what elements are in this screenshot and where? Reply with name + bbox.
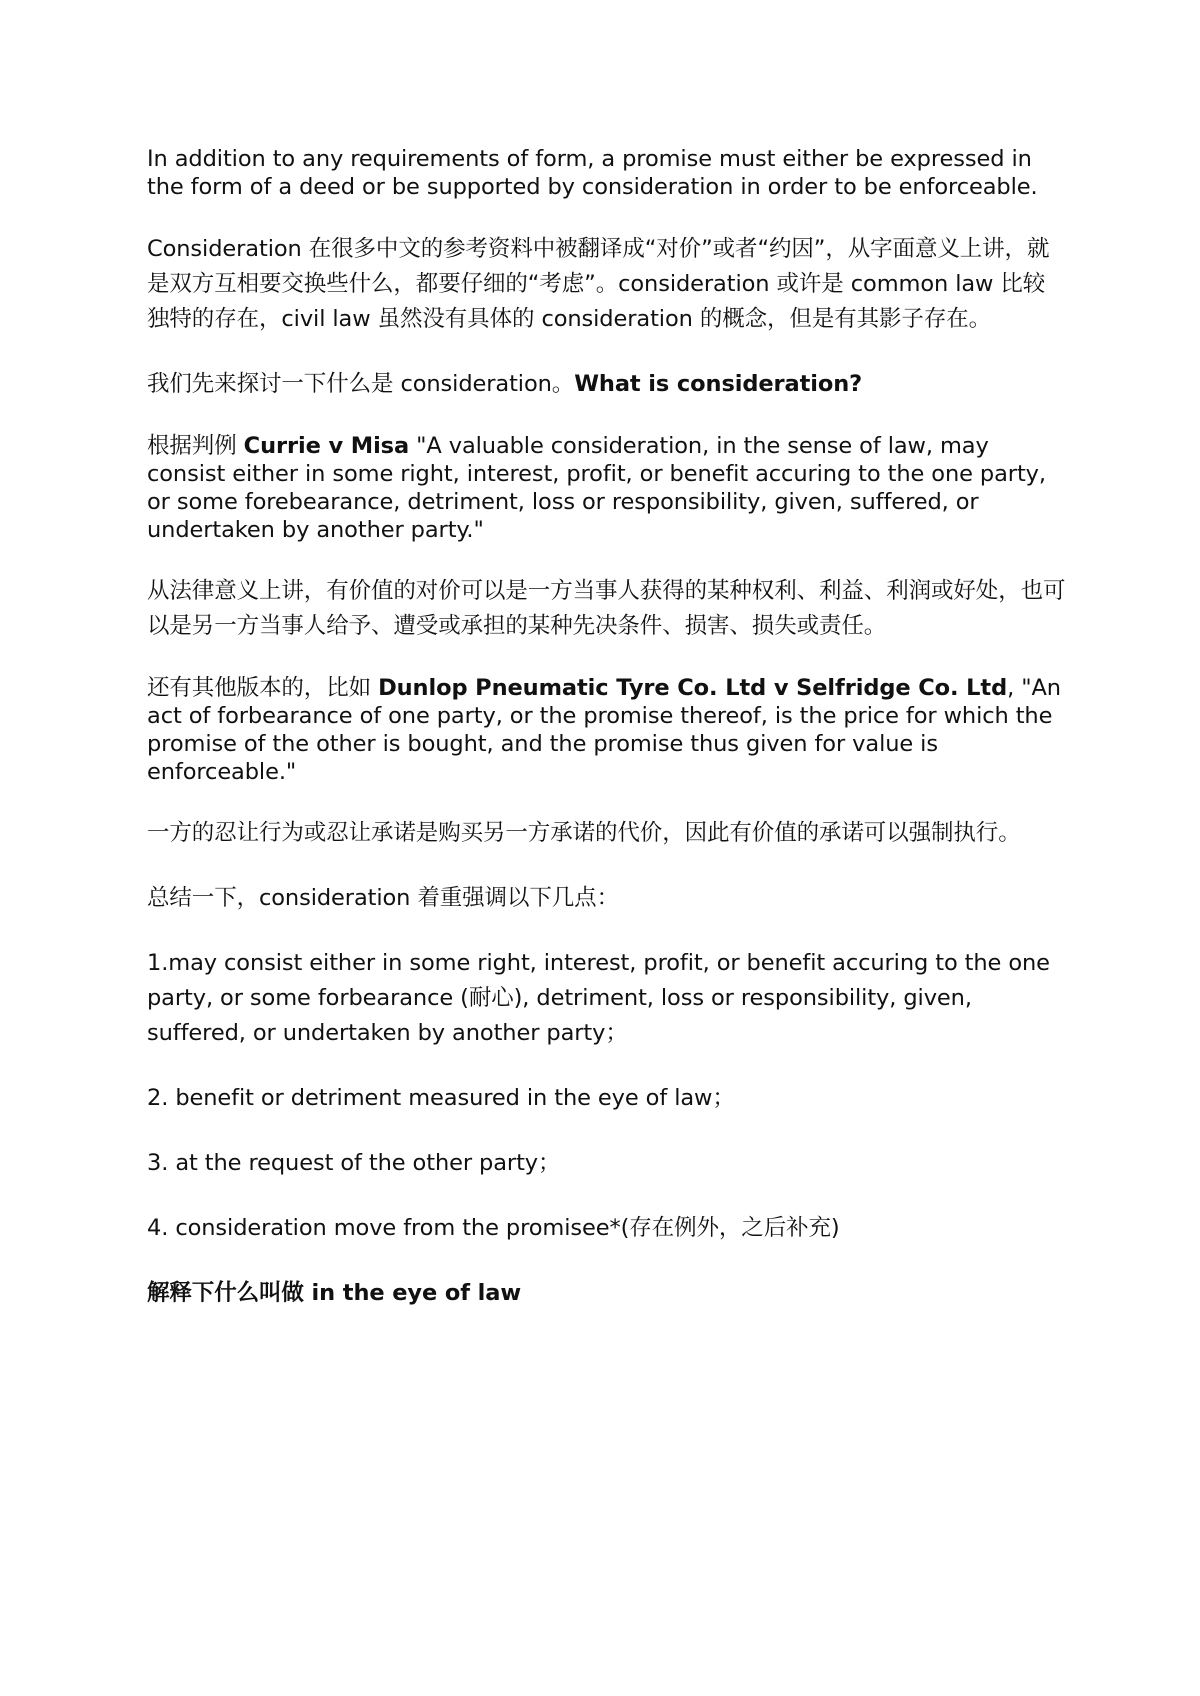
section-heading-text: 解释下什么叫做 in the eye of law	[147, 1280, 522, 1306]
case-dunlop-v-selfridge: Dunlop Pneumatic Tyre Co. Ltd v Selfridge Co. Ltd	[378, 675, 1008, 701]
what-is-text: 我们先来探讨一下什么是 consideration。	[147, 371, 575, 397]
list-item-3: 3. at the request of the other party；	[147, 1150, 561, 1176]
list-item-2: 2. benefit or detriment measured in the eye of law；	[147, 1085, 735, 1111]
paragraph-currie-v-misa	[147, 432, 1067, 544]
paragraph-dunlop-translation: 一方的忍让行为或忍让承诺是购买另一方承诺的代价，因此有价值的承诺可以强制执行。	[147, 820, 1021, 846]
currie-quote: "A valuable consideration, in the sense of law, may consist either in some right, interest, profit, or benefit accuring to the one party, or some forebearance, detriment, loss or responsibility, given, suffered, or undertaken by another party."	[147, 433, 1046, 543]
list-item-4: 4. consideration move from the promisee*(存在例外，之后补充)	[147, 1215, 840, 1241]
paragraph-intro: In addition to any requirements of form, a promise must either be expressed in the form of a deed or be supported by consideration in order to be enforceable.	[147, 146, 1038, 200]
currie-prefix: 根据判例	[147, 433, 244, 459]
paragraph-dunlop	[147, 674, 1067, 786]
paragraph-currie-translation: 从法律意义上讲，有价值的对价可以是一方当事人获得的某种权利、利益、利润或好处，也可以是另一方当事人给予、遭受或承担的某种先决条件、损害、损失或责任。	[147, 578, 1066, 639]
what-is-heading: What is consideration?	[574, 371, 863, 397]
document-page	[147, 145, 1067, 1311]
paragraph-translation-note: Consideration 在很多中文的参考资料中被翻译成“对价”或者“约因”，从字面意义上讲，就是双方互相要交换些什么，都要仔细的“考虑”。consideration 或许是 common law 比较独特的存在，civil law 虽然没有具体的 consideration 的概念，但是有其影子存在。	[147, 236, 1050, 332]
paragraph-summary-intro: 总结一下，consideration 着重强调以下几点：	[147, 885, 619, 911]
paragraph-what-is	[147, 367, 1067, 402]
case-currie-v-misa: Currie v Misa	[243, 433, 410, 459]
dunlop-quote: , "An act of forbearance of one party, or the promise thereof, is the price for which the promise of the other is bought, and the promise thus given for value is enforceable."	[147, 675, 1061, 785]
dunlop-prefix: 还有其他版本的，比如	[147, 675, 379, 701]
section-heading	[147, 1276, 1067, 1311]
list-item-1: 1.may consist either in some right, interest, profit, or benefit accuring to the one party, or some forbearance (耐心), detriment, loss or responsibility, given, suffered, or undertaken by another party；	[147, 950, 1050, 1046]
